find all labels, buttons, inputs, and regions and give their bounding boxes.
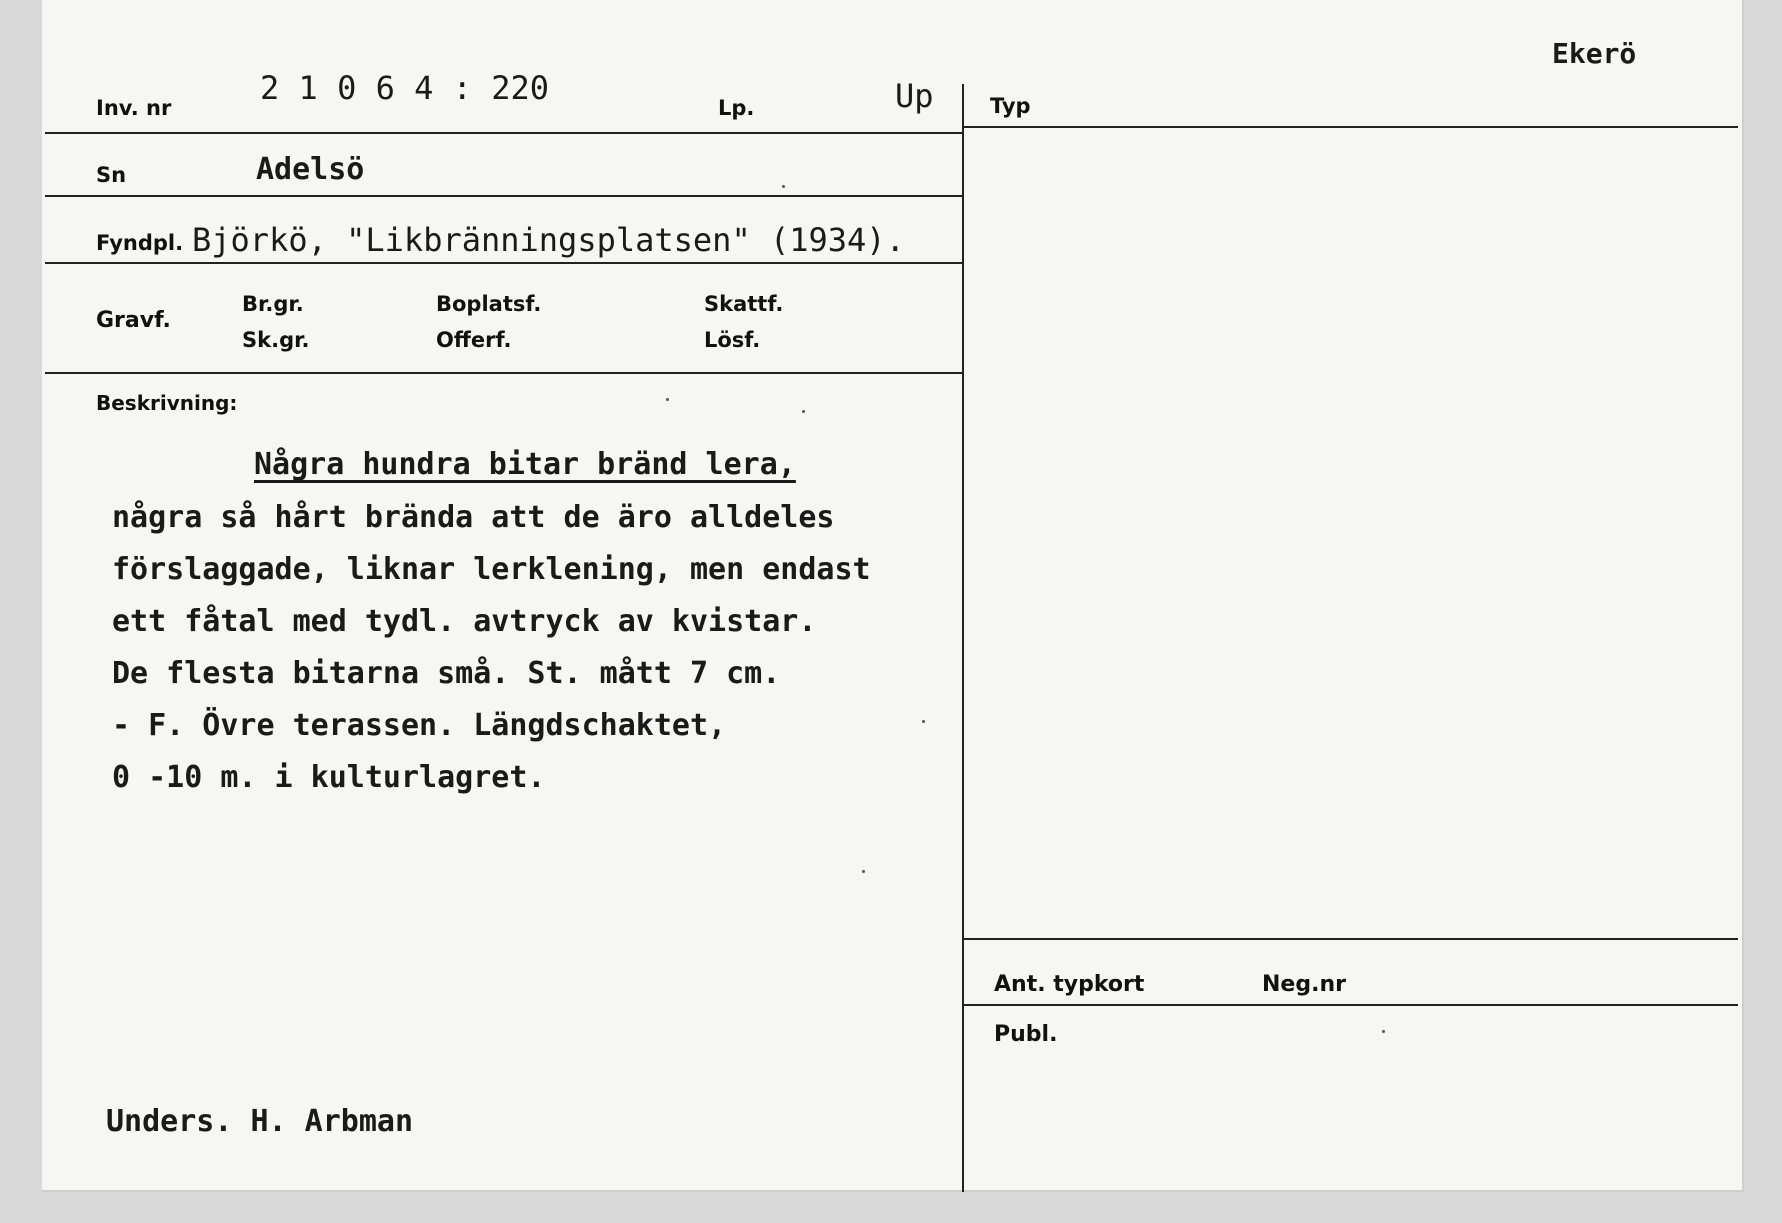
- divider-inv: [45, 132, 963, 134]
- divider-typkort-bottom: [964, 1004, 1738, 1006]
- speck: [862, 870, 865, 873]
- boplatsf-label: Boplatsf.: [436, 292, 542, 316]
- divider-categories: [45, 372, 963, 374]
- description-line: några så hårt brända att de äro alldeles: [112, 500, 835, 535]
- divider-typkort-top: [964, 938, 1738, 940]
- lp-value: Up: [895, 77, 934, 115]
- neg-nr-label: Neg.nr: [1262, 972, 1346, 997]
- speck: [922, 720, 925, 723]
- speck: [782, 185, 785, 188]
- description-line: förslaggade, liknar lerklening, men endast: [112, 552, 871, 587]
- fyndpl-value: Björkö, "Likbränningsplatsen" (1934).: [192, 221, 905, 259]
- description-line: ett fåtal med tydl. avtryck av kvistar.: [112, 604, 817, 639]
- sn-value: Adelsö: [256, 152, 365, 187]
- divider-typ: [964, 126, 1738, 128]
- fyndpl-label: Fyndpl.: [96, 231, 184, 255]
- br-gr-label: Br.gr.: [242, 292, 304, 316]
- catalog-card: [42, 0, 1744, 1192]
- description-line: - F. Övre terassen. Längdschaktet,: [112, 708, 727, 743]
- speck: [802, 410, 805, 413]
- inv-nr-label: Inv. nr: [96, 96, 172, 120]
- sn-label: Sn: [96, 163, 127, 187]
- column-divider: [962, 84, 964, 1192]
- offerf-label: Offerf.: [436, 328, 512, 352]
- divider-sn: [45, 195, 963, 197]
- gravf-label: Gravf.: [96, 308, 171, 333]
- beskrivning-label: Beskrivning:: [96, 391, 238, 415]
- lp-label: Lp.: [718, 96, 755, 120]
- typ-label: Typ: [990, 94, 1031, 118]
- description-line: Några hundra bitar bränd lera,: [254, 447, 796, 482]
- unders-signature: Unders. H. Arbman: [106, 1104, 414, 1139]
- speck: [1382, 1030, 1385, 1033]
- description-line: De flesta bitarna små. St. mått 7 cm.: [112, 656, 781, 691]
- speck: [666, 398, 669, 401]
- sk-gr-label: Sk.gr.: [242, 328, 310, 352]
- inv-nr-value: 2 1 0 6 4 : 220: [260, 69, 549, 107]
- description-line: 0 -10 m. i kulturlagret.: [112, 760, 546, 795]
- ant-typkort-label: Ant. typkort: [994, 972, 1145, 997]
- corner-place: Ekerö: [1552, 37, 1637, 70]
- publ-label: Publ.: [994, 1022, 1058, 1047]
- skattf-label: Skattf.: [704, 292, 784, 316]
- divider-fyndpl: [45, 262, 963, 264]
- losf-label: Lösf.: [704, 328, 761, 352]
